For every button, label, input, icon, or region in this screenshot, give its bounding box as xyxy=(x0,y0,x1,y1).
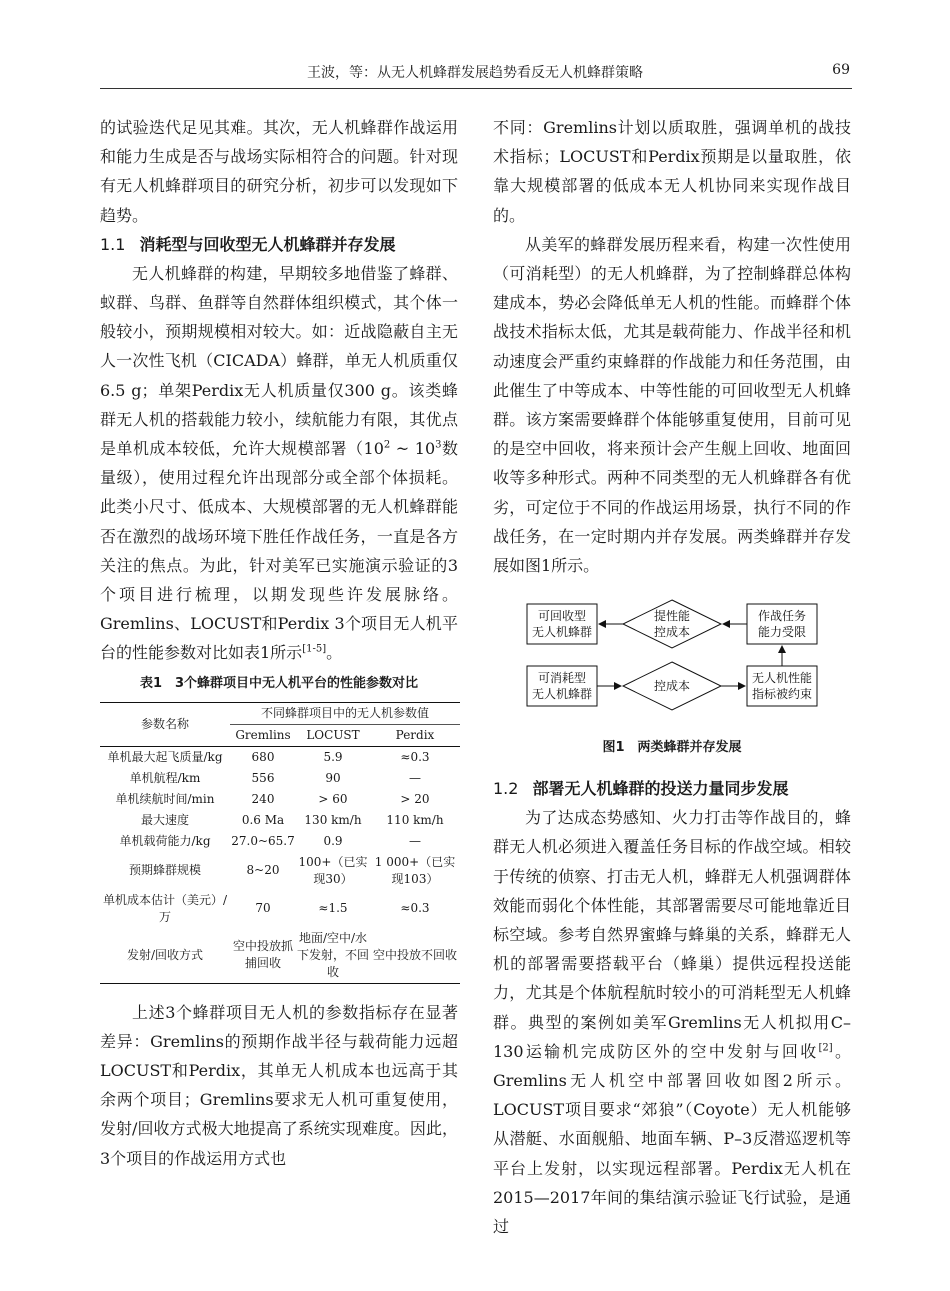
table-row: 单机航程/km 556 90 — xyxy=(129,770,421,785)
paragraph-swarm-construction: 无人机蜂群的构建，早期较多地借鉴了蜂群、蚁群、鸟群、鱼群等自然群体组织模式，其个体一般较小，预期规模相对较大。如：近战隐蔽自主无人一次性飞机（CICADA）蜂群，单无人机质重仅6.5 g；单架Perdix无人机质量仅300 g。该类蜂群无人机的搭载能力较小，续航能力有限，其优点是单机成本较低，允许大规模部署（$10^2$ ~ $10^3$数量级），使用过程允许出现部分或全部个体损耗。此类小尺寸、低成本、大规模部署的无人机蜂群能否在激烈的战场环境下胜任作战任务，一直是各方关注的焦点。为此，针对美军已实施演示验证的3个项目进行梳理，以期发现些许发展脉络。Gremlins、LOCUST和Perdix 3个项目无人机平台的性能参数对比如表1所示[1-5]。 xyxy=(100,263,458,663)
table-row: 单机成本估计（美元）/万 70 ≈1.5 ≈0.3 xyxy=(102,892,430,924)
table-row: 发射/回收方式 空中投放抓捕回收 地面/空中/水下发射，不回收 空中投放不回收 xyxy=(100,928,460,984)
citation-ref[interactable]: [1-5] xyxy=(302,644,327,656)
table-row: 单机最大起飞质量/kg 680 5.9 ≈0.3 xyxy=(100,746,460,768)
figure-1-diagram xyxy=(493,598,851,738)
svg-text:能力受限: 能力受限 xyxy=(757,625,807,640)
svg-text:无人机性能: 无人机性能 xyxy=(751,671,813,686)
svg-text:可回收型: 可回收型 xyxy=(537,609,587,624)
table-row: 单机载荷能力/kg 27.0~65.7 0.9 — xyxy=(119,833,421,848)
param-header: 参数名称 xyxy=(140,716,189,731)
figure-caption: 图1 两类蜂群并存发展 xyxy=(602,740,742,756)
table-row: 最大速度 0.6 Ma 130 km/h 110 km/h xyxy=(140,812,444,827)
paragraph-deployment: 为了达成态势感知、火力打击等作战目的，蜂群无人机必须进入覆盖任务目标的作战空域。相较于传统的侦察、打击无人机，蜂群无人机强调群体效能而弱化个体性能，其部署需要尽可能地靠近目标空域。参考自然界蜜蜂与蜂巢的关系，蜂群无人机的部署需要搭载平台（蜂巢）提供远程投送能力，尤其是个体航程航时较小的可消耗型无人机蜂群。典型的案例如美军Gremlins无人机拟用C–130运输机完成防区外的空中发射与回收[2]。Gremlins无人机空中部署回收如图2所示。LOCUST项目要求“郊狼”（Coyote）无人机能够从潜艇、水面舰船、地面车辆、P–3反潜巡逻机等平台上发射，以实现远程部署。Perdix无人机在2015—2017年间的集结演示验证飞行试验，是通过 xyxy=(493,808,851,1237)
svg-text:指标被约束: 指标被约束 xyxy=(751,687,813,702)
performance-table xyxy=(100,702,460,984)
diamond-performance-cost xyxy=(623,600,721,648)
right-column xyxy=(493,113,851,1241)
svg-text:无人机蜂群: 无人机蜂群 xyxy=(531,687,593,702)
header-rule xyxy=(100,88,852,89)
section-title: 部署无人机蜂群的投送力量同步发展 xyxy=(532,779,789,799)
running-header xyxy=(100,60,850,84)
svg-text:可消耗型: 可消耗型 xyxy=(537,671,587,686)
svg-text:提性能: 提性能 xyxy=(653,609,691,624)
section-number: 1.2 xyxy=(493,779,519,799)
svg-text:无人机蜂群: 无人机蜂群 xyxy=(531,625,593,640)
table-row: 单机续航时间/min 240 > 60 > 20 xyxy=(115,791,430,806)
paragraph-continuation: 的试验迭代足见其难。其次，无人机蜂群作战运用和能力生成是否与战场实际相符合的问题。针对现有无人机蜂群项目的研究分析，初步可以发现如下趋势。 xyxy=(100,118,458,225)
section-heading-1-1 xyxy=(100,230,458,259)
svg-text:控成本: 控成本 xyxy=(653,625,691,640)
section-number: 1.1 xyxy=(100,234,126,254)
paragraph-comparison: 上述3个蜂群项目无人机的参数指标存在显著差异：Gremlins的预期作战半径与载荷能力远超LOCUST和Perdix，其单无人机成本也远高于其余两个项目；Gremlins要求无人机可重复使用，发射/回收方式极大地提高了系统实现难度。因此，3个项目的作战运用方式也 xyxy=(100,1002,458,1168)
paragraph-continuation: 不同：Gremlins计划以质取胜，强调单机的战技术指标；LOCUST和Perdix预期是以量取胜，依靠大规模部署的低成本无人机协同来实现作战目的。 xyxy=(493,118,851,225)
group-header: 不同蜂群项目中的无人机参数值 xyxy=(260,705,429,720)
paragraph-development: 从美军的蜂群发展历程来看，构建一次性使用（可消耗型）的无人机蜂群，为了控制蜂群总体构建成本，势必会降低单无人机的性能。而蜂群个体战技术指标太低，尤其是载荷能力、作战半径和机动速度会严重约束蜂群的作战能力和任务范围，由此催生了中等成本、中等性能的可回收型无人机蜂群。该方案需要蜂群个体能够重复使用，目前可见的是空中回收，将来预计会产生舰上回收、地面回收等多种形式。两种不同类型的无人机蜂群各有优劣，可定位于不同的作战运用场景，执行不同的作战任务，在一定时期内并存发展。两类蜂群并存发展如图1所示。 xyxy=(493,234,851,576)
table-caption: 表1 3个蜂群项目中无人机平台的性能参数对比 xyxy=(139,675,419,691)
section-heading-1-2 xyxy=(493,774,851,803)
left-column xyxy=(100,113,458,1173)
column-header: Gremlins xyxy=(230,724,296,746)
column-header: Perdix xyxy=(370,724,460,746)
section-title: 消耗型与回收型无人机蜂群并存发展 xyxy=(139,234,396,254)
column-header: LOCUST xyxy=(296,724,370,746)
svg-text:作战任务: 作战任务 xyxy=(757,609,807,624)
svg-text:控成本: 控成本 xyxy=(653,679,691,694)
table-row: 预期蜂群规模 8~20 100+（已实现30） 1 000+（已实现103） xyxy=(128,854,456,886)
page-number: 69 xyxy=(832,62,850,78)
citation-ref[interactable]: [2] xyxy=(818,1042,833,1054)
running-title: 王波，等：从无人机蜂群发展趋势看反无人机蜂群策略 xyxy=(307,65,643,81)
figure-1 xyxy=(493,598,851,738)
